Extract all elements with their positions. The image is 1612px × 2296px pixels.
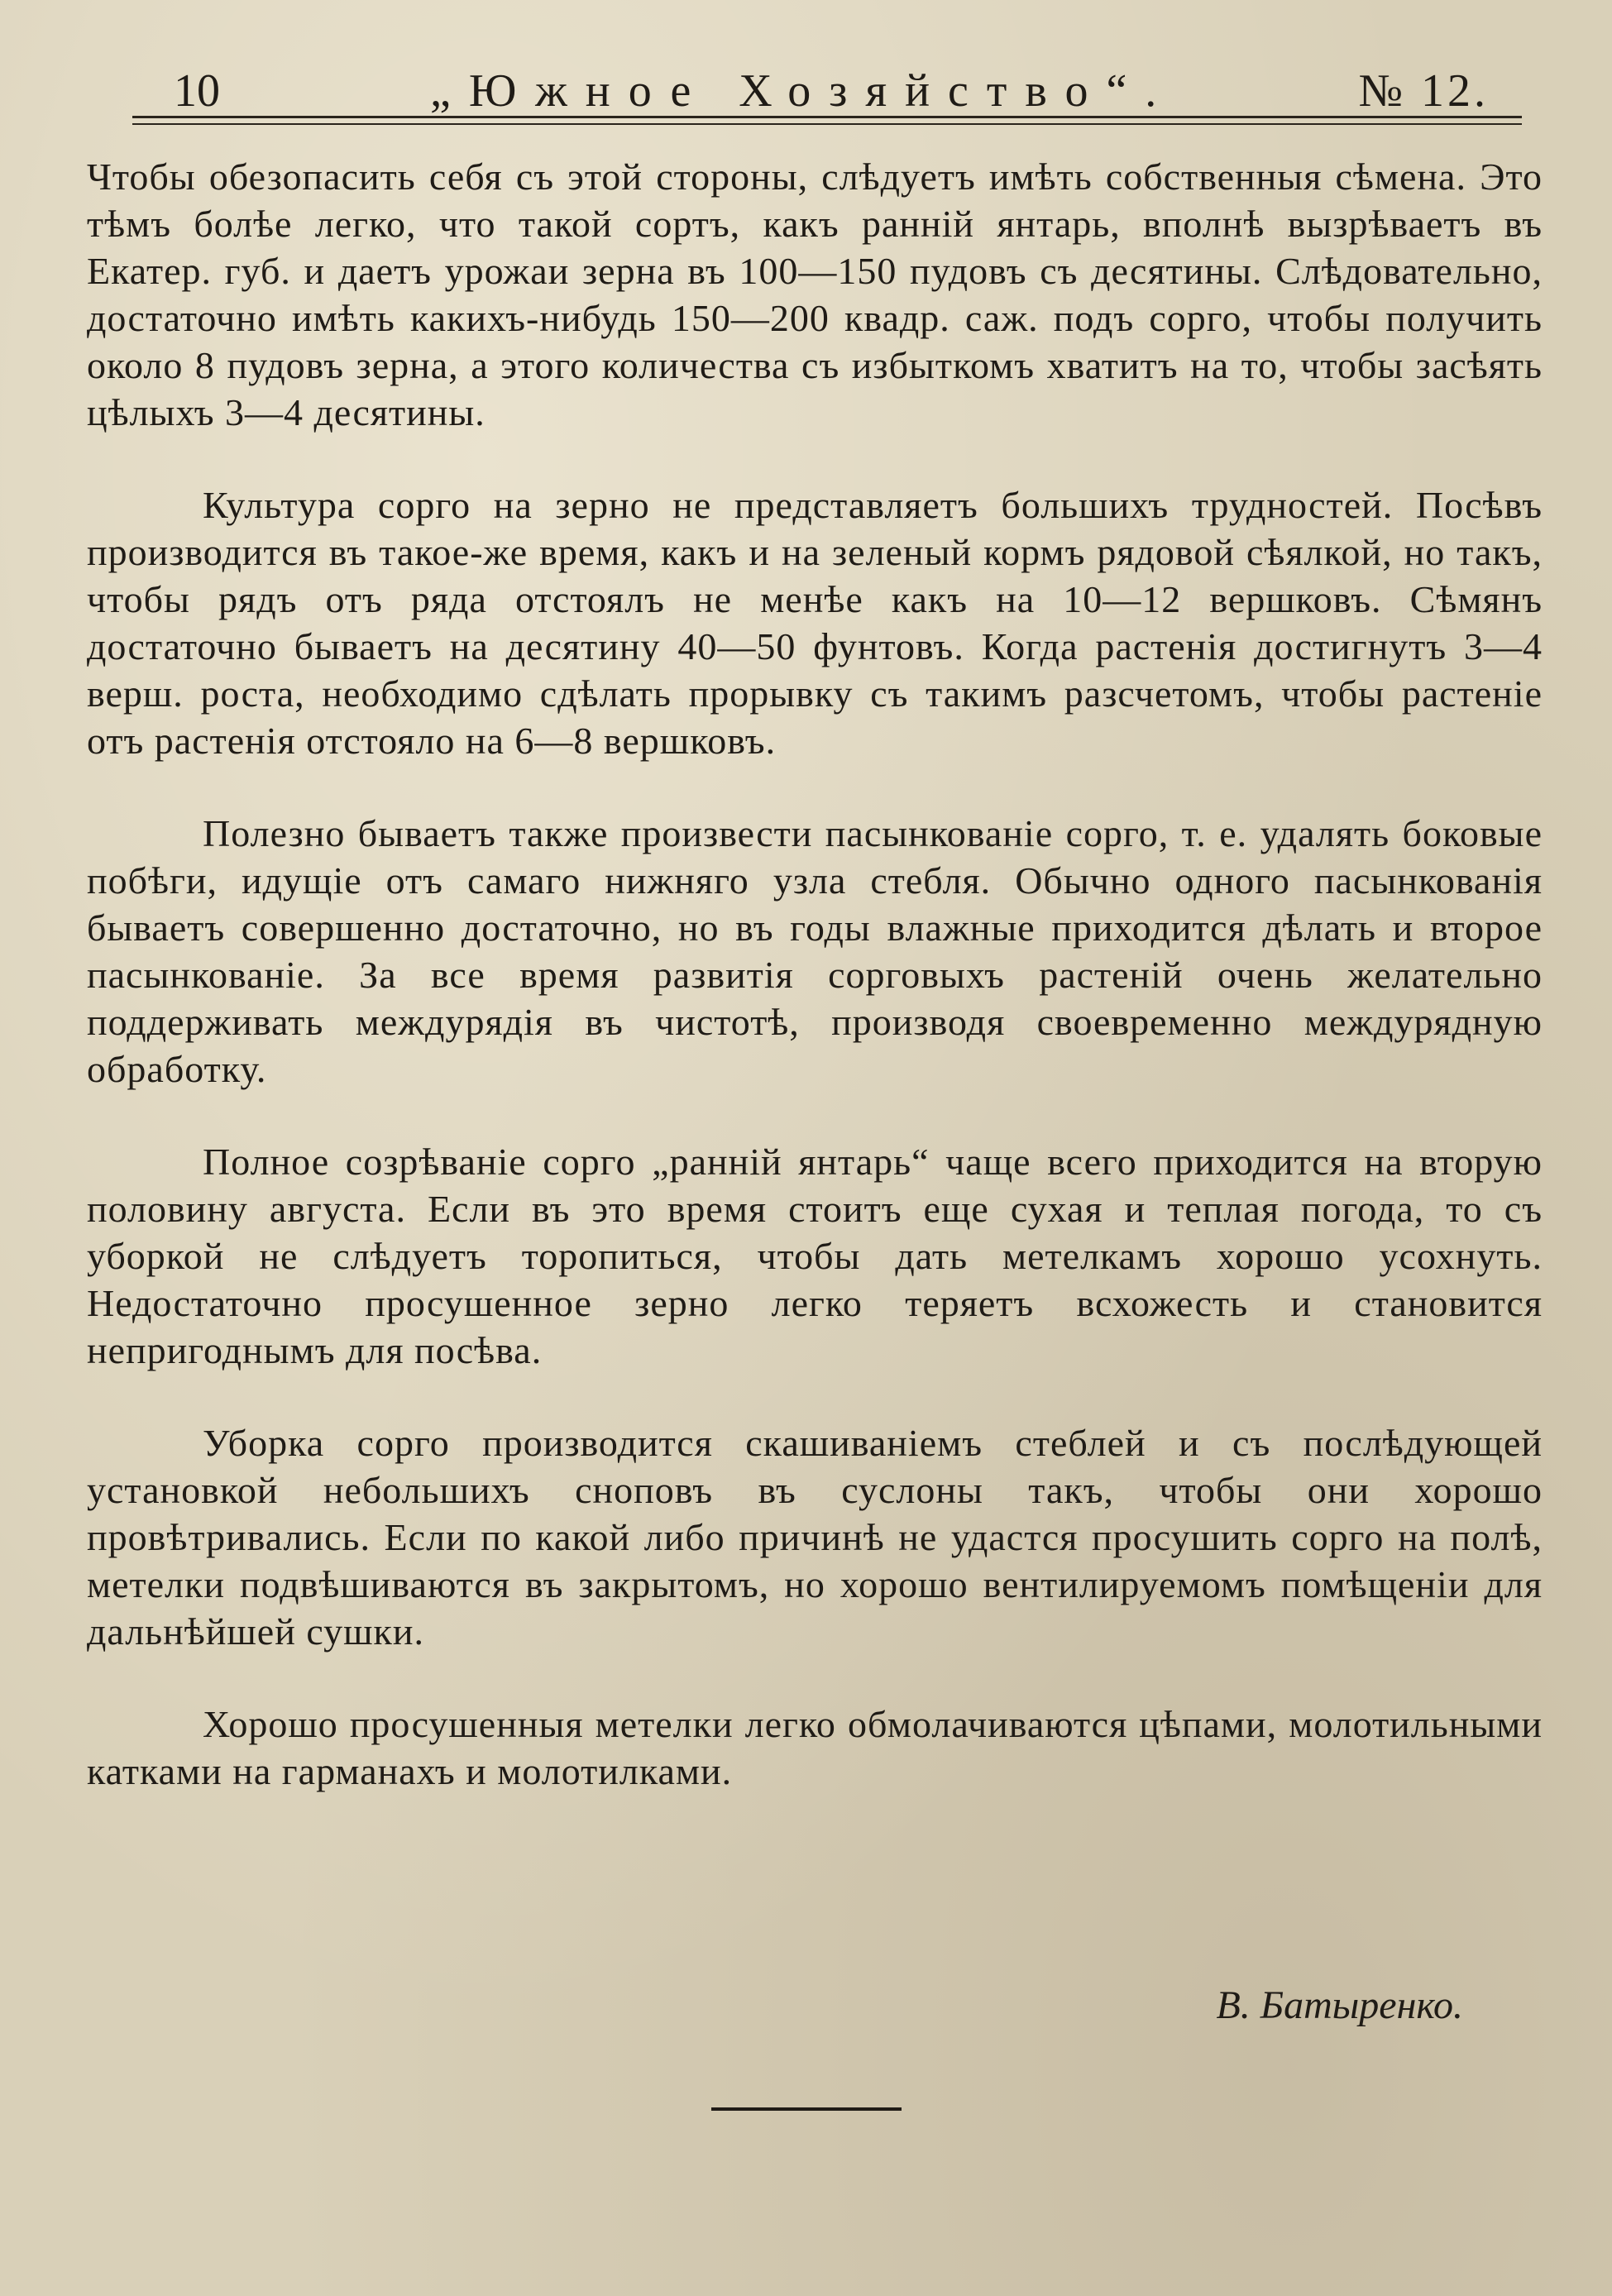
header-rule	[132, 116, 1522, 118]
paragraph-gap	[87, 436, 1543, 481]
page-number: 10	[174, 65, 220, 117]
paragraph-threshing: Хорошо просушенныя метелки легко обмолачиваются цѣпами, молотильными катками на гарманахъ и молотилками.	[87, 1703, 1543, 1792]
paragraph-seeds: Чтобы обезопасить себя съ этой стороны, слѣдуетъ имѣть собственныя сѣмена. Это тѣмъ болѣе легко, что такой сортъ, какъ ранній янтарь, вполнѣ вызрѣваетъ въ Екатер. губ. и даетъ урожаи зерна въ 100—150 пудовъ съ десятины. Слѣдовательно, достаточно имѣть какихъ-нибудь 150—200 квадр. саж. подъ сорго, чтобы получить около 8 пудовъ зерна, а этого количества съ избыткомъ хватитъ на то, чтобы засѣять цѣлыхъ 3—4 десятины.	[87, 155, 1543, 433]
author-signature: В. Батыренко.	[1216, 1983, 1463, 2027]
paragraph-suckering: Полезно бываетъ также произвести пасынкованіе сорго, т. е. удалять боковые побѣги, идущіе отъ самаго нижняго узла стебля. Обычно одного пасынкованія бываетъ совершенно достаточно, но въ годы влажные приходится дѣлать и второе пасынкованіе. За все время развитія сорговыхъ растеній очень желательно поддерживать междурядія въ чистотѣ, производя своевременно междурядную обработку.	[87, 812, 1543, 1090]
paragraph-gap	[87, 1374, 1543, 1419]
paragraph-gap	[87, 1093, 1543, 1138]
journal-title: „Южное Хозяйство“.	[430, 65, 1175, 117]
article-end-rule	[711, 2107, 902, 2111]
page-header	[132, 58, 1522, 124]
header-rule-double	[132, 123, 1522, 125]
paragraph-harvesting: Уборка сорго производится скашиваніемъ стеблей и съ послѣдующей установкой небольшихъ сноповъ въ суслоны такъ, чтобы они хорошо провѣтривались. Если по какой либо причинѣ не удастся просушить сорго на полѣ, метелки подвѣшиваются въ закрытомъ, но хорошо вентилируемомъ помѣщеніи для дальнѣйшей сушки.	[87, 1422, 1543, 1653]
paragraph-gap	[87, 1655, 1543, 1700]
issue-number: № 12.	[1358, 65, 1489, 117]
article-body	[87, 153, 1543, 1795]
paragraph-gap	[87, 764, 1543, 810]
paragraph-ripening: Полное созрѣваніе сорго „ранній янтарь“ чаще всего приходится на вторую половину августа. Если въ это время стоитъ еще сухая и теплая погода, то съ уборкой не слѣдуетъ торопиться, чтобы дать метелкамъ хорошо усохнуть. Недостаточно просушенное зерно легко теряетъ всхожесть и становится непригоднымъ для посѣва.	[87, 1141, 1543, 1371]
paragraph-cultivation: Культура сорго на зерно не представляетъ большихъ трудностей. Посѣвъ производится въ такое-же время, какъ и на зеленый кормъ рядовой сѣялкой, но такъ, чтобы рядъ отъ ряда отстоялъ не менѣе какъ на 10—12 вершковъ. Сѣмянъ достаточно бываетъ на десятину 40—50 фунтовъ. Когда растенія достигнутъ 3—4 верш. роста, необходимо сдѣлать прорывку съ такимъ разсчетомъ, чтобы растеніе отъ растенія отстояло на 6—8 вершковъ.	[87, 484, 1543, 762]
